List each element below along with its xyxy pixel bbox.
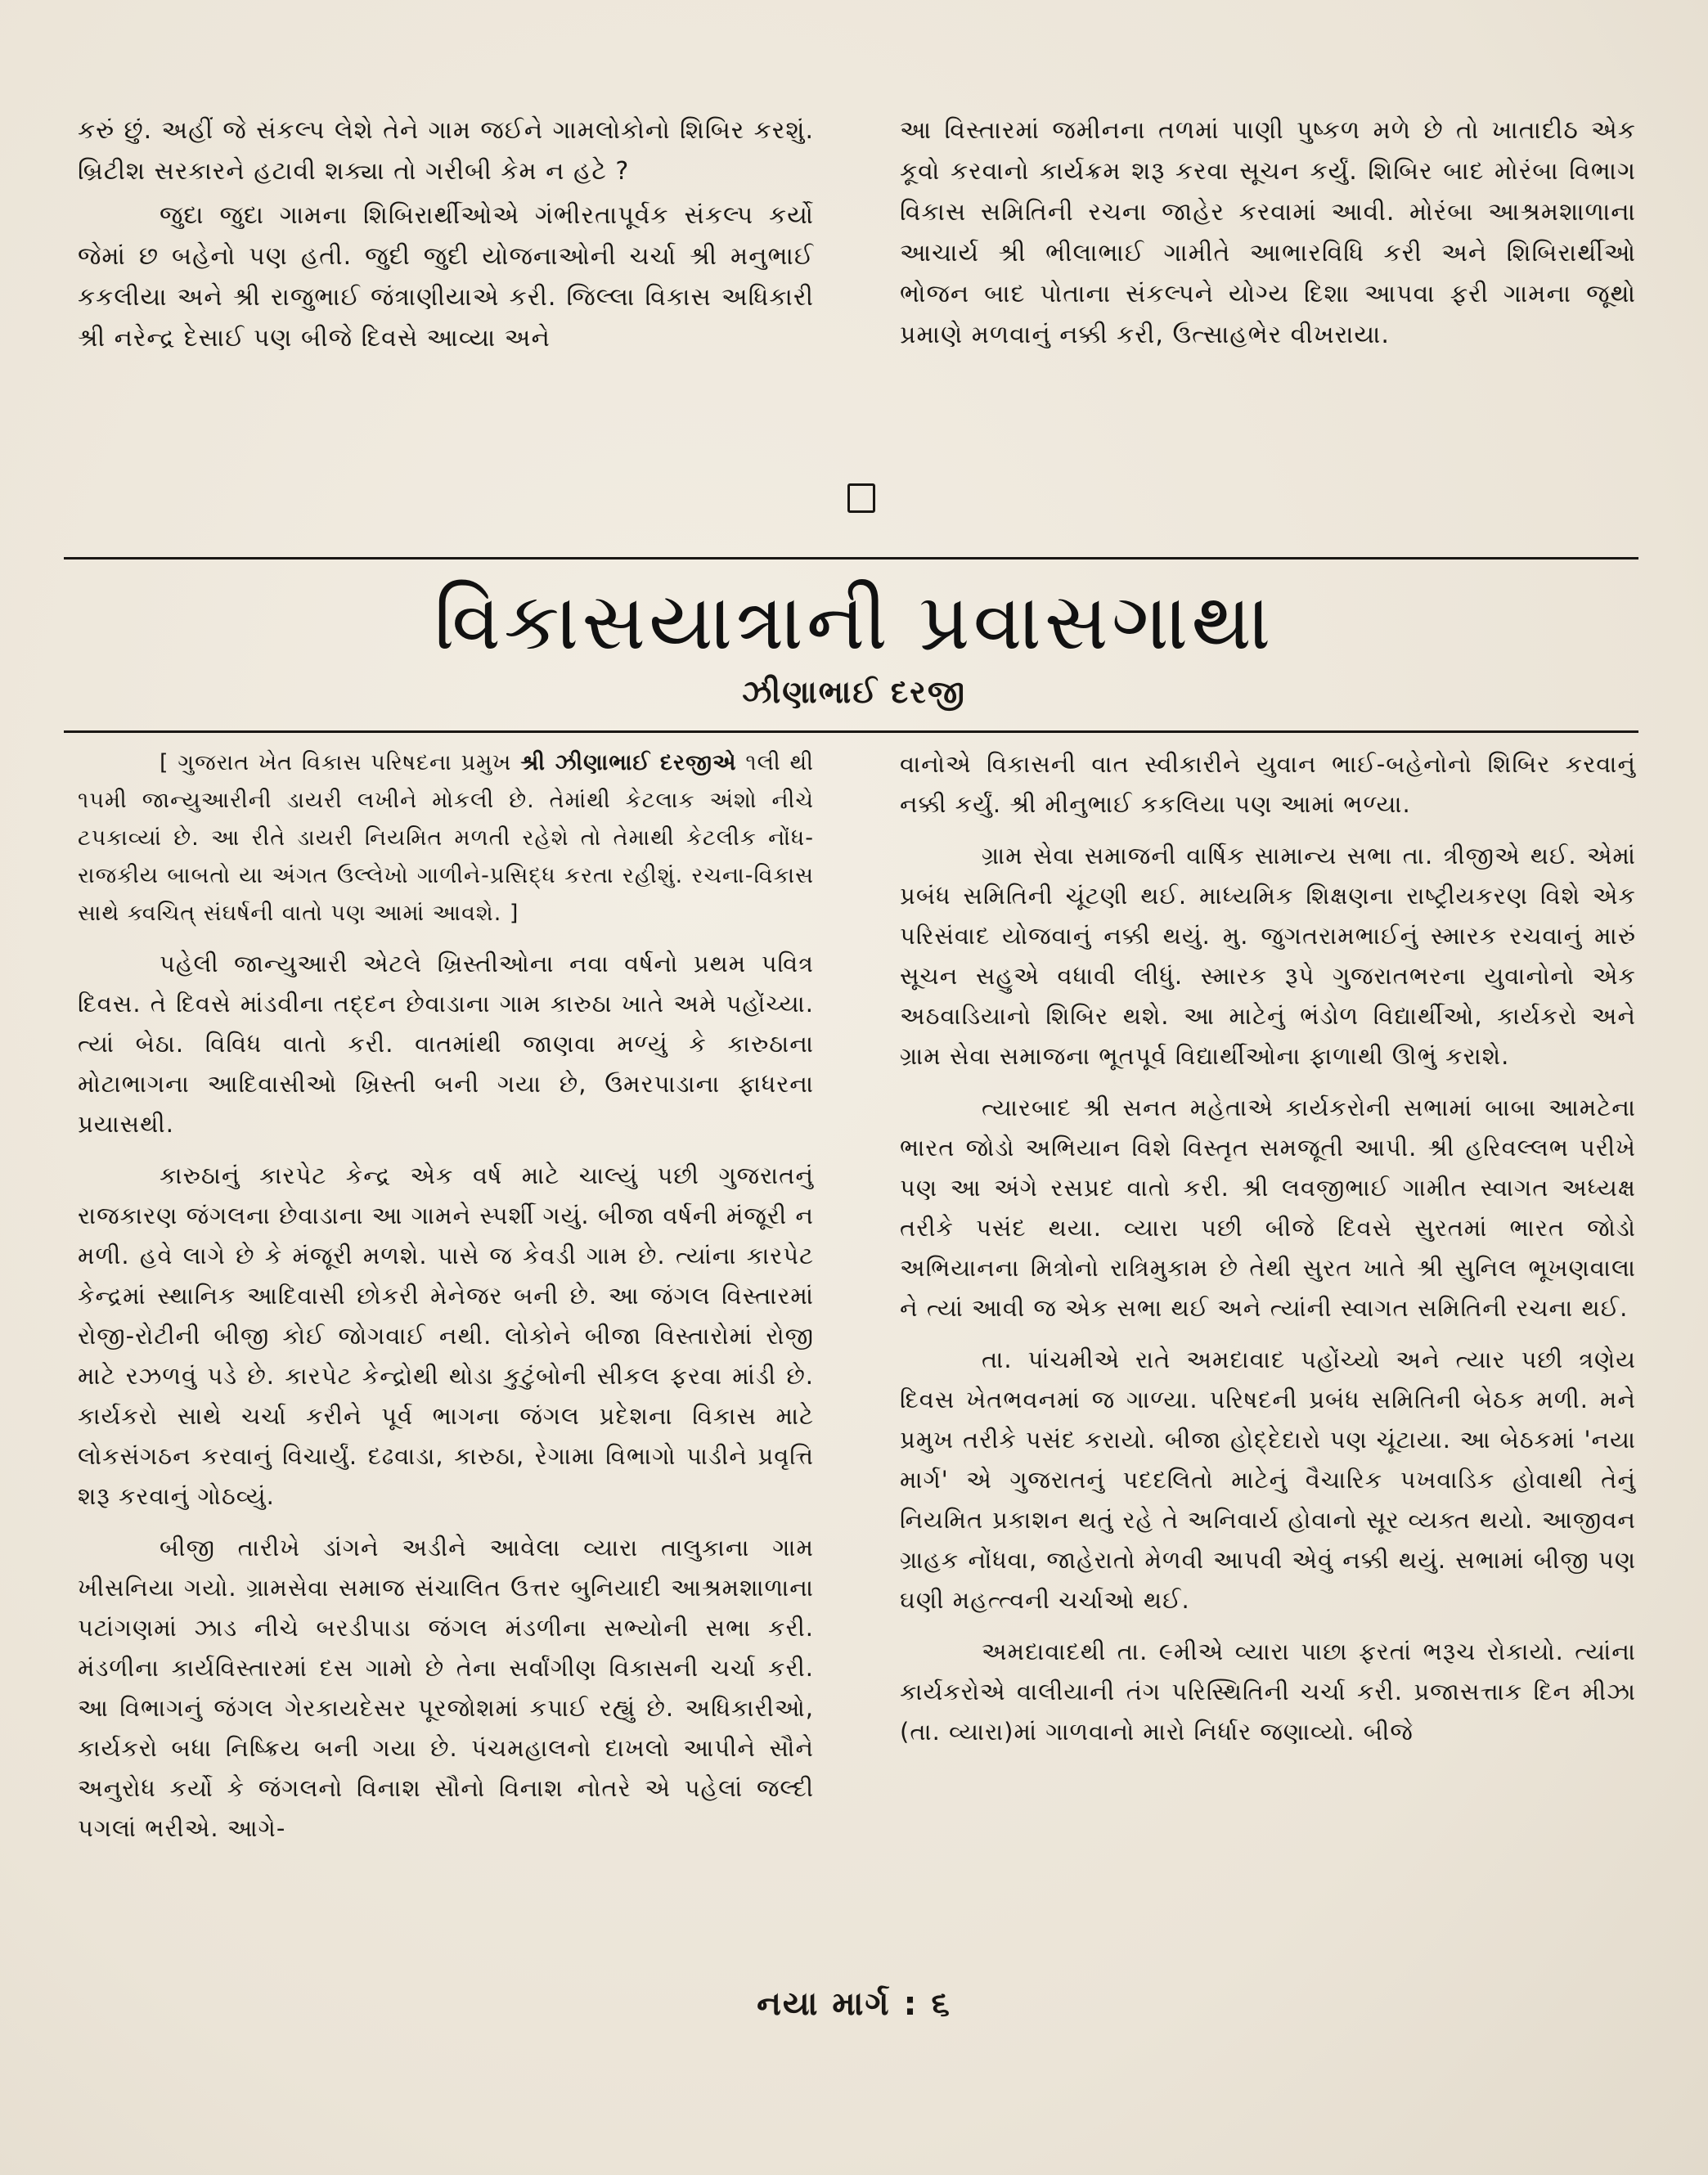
article-title: વિકાસયાત્રાની પ્રવાસગાથા — [434, 576, 1274, 667]
continued-left-column — [78, 110, 814, 413]
paragraph: ત્યારબાદ શ્રી સનત મહેતાએ કાર્યકરોની સભામાં બાબા આમટેના ભારત જોડો અભિયાન વિશે વિસ્તૃત સમજૂતી આપી. શ્રી હરિવલ્લભ પરીખે પણ આ અંગે રસપ્રદ વાતો કરી. શ્રી લવજીભાઈ ગામીત સ્વાગત અધ્યક્ષ તરીકે પસંદ થયા. વ્યારા પછી બીજે દિવસે સુરતમાં ભારત જોડો અભિયાનના મિત્રોનો રાત્રિમુકામ છે તેથી સુરત ખાતે શ્રી સુનિલ ભૂખણવાલા ને ત્યાં આવી જ એક સભા થઈ અને ત્યાંની સ્વાગત સમિતિની રચના થઈ. — [900, 1094, 1636, 1322]
editor-note-name: શ્રી ઝીણાભાઈ દરજીએ — [520, 750, 737, 775]
page-footer: નયા માર્ગ : ૬ — [757, 1985, 951, 2023]
paragraph: પહેલી જાન્યુઆરી એટલે ખ્રિસ્તીઓના નવા વર્ષનો પ્રથમ પવિત્ર દિવસ. તે દિવસે માંડવીના તદ્દન છેવાડાના ગામ કારુઠા ખાતે અમે પહોંચ્યા. ત્યાં બેઠા. વિવિધ વાતો કરી. વાતમાંથી જાણવા મળ્યું કે કારુઠાના મોટાભાગના આદિવાસીઓ ખ્રિસ્તી બની ગયા છે, ઉમરપાડાના ફાધરના પ્રયાસથી. — [78, 950, 814, 1138]
continued-article — [78, 110, 1636, 413]
paragraph: કારુઠાનું કારપેટ કેન્દ્ર એક વર્ષ માટે ચાલ્યું પછી ગુજરાતનું રાજકારણ જંગલના છેવાડાના આ ગામને સ્પર્શી ગયું. બીજા વર્ષની મંજૂરી ન મળી. હવે લાગે છે કે મંજૂરી મળશે. પાસે જ કેવડી ગામ છે. ત્યાંના કારપેટ કેન્દ્રમાં સ્થાનિક આદિવાસી છોકરી મેનેજર બની છે. આ જંગલ વિસ્તારમાં રોજી-રોટીની બીજી કોઈ જોગવાઈ નથી. લોકોને બીજા વિસ્તારોમાં રોજી માટે રઝળવું પડે છે. કારપેટ કેન્દ્રોથી થોડા કુટુંબોની સીકલ ફરવા માંડી છે. કાર્યકરો સાથે ચર્ચા કરીને પૂર્વ ભાગના જંગલ પ્રદેશના વિકાસ માટે લોકસંગઠન કરવાનું વિચાર્યું. દઢવાડા, કારુઠા, રેગામા વિભાગો પાડીને પ્રવૃત્તિ શરૂ કરવાનું ગોઠવ્યું. — [78, 1162, 814, 1510]
paragraph: તા. પાંચમીએ રાતે અમદાવાદ પહોંચ્યો અને ત્યાર પછી ત્રણેય દિવસ ખેતભવનમાં જ ગાળ્યા. પરિષદની પ્રબંધ સમિતિની બેઠક મળી. મને પ્રમુખ તરીકે પસંદ કરાયો. બીજા હોદ્દેદારો પણ ચૂંટાયા. આ બેઠકમાં 'નયા માર્ગ' એ ગુજરાતનું પદદલિતો માટેનું વૈચારિક પખવાડિક હોવાથી તેનું નિયમિત પ્રકાશન થતું રહે તે અનિવાર્ય હોવાનો સૂર વ્યક્ત થયો. આજીવન ગ્રાહક નોંધવા, જાહેરાતો મેળવી આપવી એવું નક્કી થયું. સભામાં બીજી પણ ઘણી મહત્ત્વની ચર્ચાઓ થઈ. — [900, 1346, 1636, 1614]
article-right-column — [900, 744, 1636, 1939]
article-left-column — [78, 744, 814, 1939]
paragraph: ગ્રામ સેવા સમાજની વાર્ષિક સામાન્ય સભા તા. ત્રીજીએ થઈ. એમાં પ્રબંધ સમિતિની ચૂંટણી થઈ. માધ્યમિક શિક્ષણના રાષ્ટ્રીયકરણ વિશે એક પરિસંવાદ યોજવાનું નક્કી થયું. મુ. જુગતરામભાઈનું સ્મારક રચવાનું મારું સૂચન સહુએ વધાવી લીધું. સ્મારક રૂપે ગુજરાતભરના યુવાનોનો એક અઠવાડિયાનો શિબિર થશે. આ માટેનું ભંડોળ વિદ્યાર્થીઓ, કાર્યકરો અને ગ્રામ સેવા સમાજના ભૂતપૂર્વ વિદ્યાર્થીઓના ફાળાથી ઊભું કરાશે. — [900, 842, 1636, 1070]
editor-note-rest: ૧લી થી ૧૫મી જાન્યુઆરીની ડાયરી લખીને મોકલી છે. તેમાંથી કેટલાક અંશો નીચે ટપકાવ્યાં છે. આ રીતે ડાયરી નિયમિત મળતી રહેશે તો તેમાથી કેટલીક નોંધ-રાજકીય બાબતો યા અંગત ઉલ્લેખો ગાળીને-પ્રસિદ્ધ કરતા રહીશું. રચના-વિકાસ સાથે ક્વચિત્ સંઘર્ષની વાતો પણ આમાં આવશે. ] — [78, 750, 814, 926]
editor-note-open: [ ગુજરાત ખેત વિકાસ પરિષદના પ્રમુખ — [160, 750, 521, 775]
paragraph: કરું છું. અહીં જે સંકલ્પ લેશે તેને ગામ જઈને ગામલોકોનો શિબિર કરશું. બ્રિટીશ સરકારને હટાવી શક્યા તો ગરીબી કેમ ન હટે ? — [78, 116, 814, 186]
paragraph: અમદાવાદથી તા. ૯મીએ વ્યારા પાછા ફરતાં ભરૂચ રોકાયો. ત્યાંના કાર્યકરોએ વાલીયાની તંગ પરિસ્થિતિની ચર્ચા કરી. પ્રજાસત્તાક દિન મીઝા (તા. વ્યારા)માં ગાળવાનો મારો નિર્ધાર જણાવ્યો. બીજે — [900, 1638, 1636, 1746]
paragraph: બીજી તારીખે ડાંગને અડીને આવેલા વ્યારા તાલુકાના ગામ ખીસનિયા ગયો. ગ્રામસેવા સમાજ સંચાલિત ઉત્તર બુનિયાદી આશ્રમશાળાના પટાંગણમાં ઝાડ નીચે બરડીપાડા જંગલ મંડળીના સભ્યોની સભા કરી. મંડળીના કાર્યવિસ્તારમાં દસ ગામો છે તેના સર્વાંગીણ વિકાસની ચર્ચા કરી. આ વિભાગનું જંગલ ગેરકાયદેસર પૂરજોશમાં કપાઈ રહ્યું છે. અધિકારીઓ, કાર્યકરો બધા નિષ્ક્રિય બની ગયા છે. પંચમહાલનો દાખલો આપીને સૌને અનુરોધ કર્યો કે જંગલનો વિનાશ સૌનો વિનાશ નોતરે એ પહેલાં જલ્દી પગલાં ભરીએ. આગે- — [78, 1534, 814, 1842]
section-divider-square-icon — [847, 483, 875, 513]
paragraph: વાનોએ વિકાસની વાત સ્વીકારીને યુવાન ભાઈ-બહેનોનો શિબિર કરવાનું નક્કી કર્યું. શ્રી મીનુભાઈ કકલિયા પણ આમાં ભળ્યા. — [900, 750, 1636, 818]
editor-note — [78, 744, 814, 932]
continued-right-column — [900, 110, 1636, 413]
paragraph: જુદા જુદા ગામના શિબિરાર્થીઓએ ગંભીરતાપૂર્વક સંકલ્પ કર્યો જેમાં છ બહેનો પણ હતી. જુદી જુદી યોજનાઓની ચર્ચા શ્રી મનુભાઈ કકલીયા અને શ્રી રાજુભાઈ જંત્રાણીયાએ કરી. જિલ્લા વિકાસ અધિકારી શ્રી નરેન્દ્ર દેસાઈ પણ બીજે દિવસે આવ્યા અને — [78, 201, 814, 353]
paragraph: આ વિસ્તારમાં જમીનના તળમાં પાણી પુષ્કળ મળે છે તો ખાતાદીઠ એક કૂવો કરવાનો કાર્યક્રમ શરૂ કરવા સૂચન કર્યું. શિબિર બાદ મોરંબા વિભાગ વિકાસ સમિતિની રચના જાહેર કરવામાં આવી. મોરંબા આશ્રમશાળાના આચાર્ય શ્રી ભીલાભાઈ ગામીતે આભારવિધિ કરી અને શિબિરાર્થીઓ ભોજન બાદ પોતાના સંકલ્પને યોગ્ય દિશા આપવા ફરી ગામના જૂથો પ્રમાણે મળવાનું નક્કી કરી, ઉત્સાહભેર વીખરાયા. — [900, 116, 1636, 349]
header-rule-top — [64, 557, 1638, 559]
header-rule-bottom — [64, 730, 1638, 733]
article-author: ઝીણાભાઈ દરજી — [742, 674, 966, 710]
article-body — [78, 744, 1636, 1939]
